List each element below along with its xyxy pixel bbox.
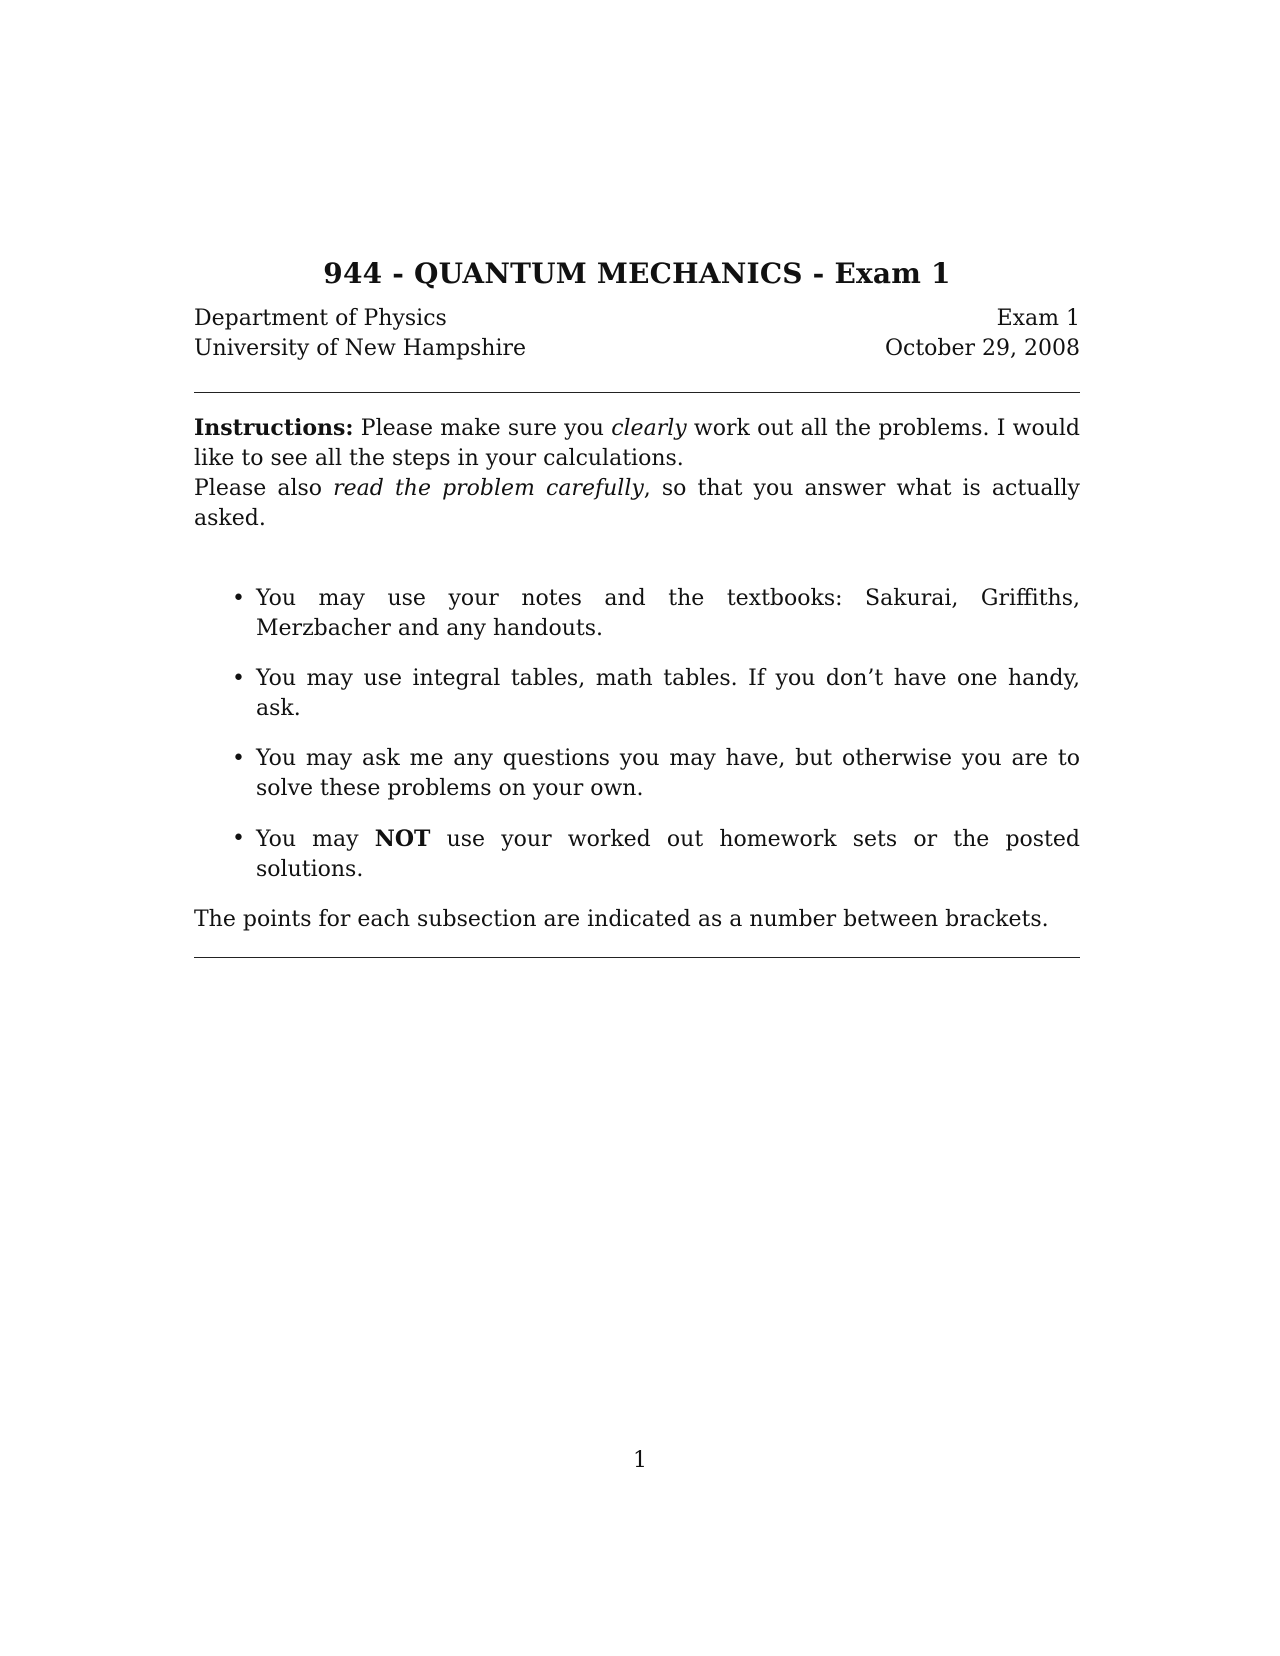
exam-title: 944 - QUANTUM MECHANICS - Exam 1: [323, 257, 951, 290]
instructions-emph-clearly: clearly: [611, 416, 687, 441]
bullet-icon: •: [232, 586, 245, 611]
instructions-text-2: work out all the problems. I would like to see all the steps in your calculations.: [194, 416, 1080, 471]
exam-date: October 29, 2008: [884, 336, 1080, 361]
bullet-icon: •: [232, 666, 245, 691]
bottom-divider: [194, 957, 1080, 958]
department-name: Department of Physics: [194, 306, 447, 331]
instructions-text-1: Please make sure you: [353, 416, 612, 441]
list-item-text: You may ask me any questions you may have, but otherwise you are to solve these problems on your own.: [256, 746, 1080, 801]
instructions-emph-read: read the problem carefully: [333, 476, 644, 501]
instructions-text-4: , so that you answer what is actually asked.: [194, 476, 1080, 531]
list-item-text: You may use your notes and the textbooks: Sakurai, Griffiths, Merzbacher and any handouts.: [256, 586, 1080, 641]
exam-label: Exam 1: [996, 306, 1080, 331]
list-item: [194, 584, 1080, 644]
list-item: [194, 824, 1080, 885]
points-note: The points for each subsection are indicated as a number between brackets.: [194, 907, 1049, 932]
list-item-text-bold: NOT: [374, 826, 431, 852]
list-item: [194, 744, 1080, 804]
list-item-text: You may use integral tables, math tables. If you don’t have one handy, ask.: [256, 666, 1080, 721]
page-number: 1: [633, 1448, 647, 1473]
page-content: [194, 254, 1080, 958]
header-left: [194, 304, 526, 364]
top-divider: [194, 392, 1080, 393]
bullet-icon: •: [232, 746, 245, 771]
list-item: [194, 664, 1080, 724]
rules-list: [194, 584, 1080, 885]
header-info: [194, 304, 1080, 364]
instructions-paragraph-1: [194, 413, 1080, 474]
bullet-icon: •: [232, 826, 245, 851]
instructions-text-3: Please also: [194, 476, 334, 501]
instructions-block: [194, 413, 1080, 534]
header-right: [885, 304, 1080, 364]
list-item-text-pre: You may: [256, 827, 375, 852]
instructions-paragraph-2: [194, 474, 1080, 534]
instructions-label: Instructions:: [194, 415, 354, 441]
list-item-text-post: use your worked out homework sets or the posted solutions.: [256, 827, 1080, 882]
university-name: University of New Hampshire: [194, 336, 527, 361]
